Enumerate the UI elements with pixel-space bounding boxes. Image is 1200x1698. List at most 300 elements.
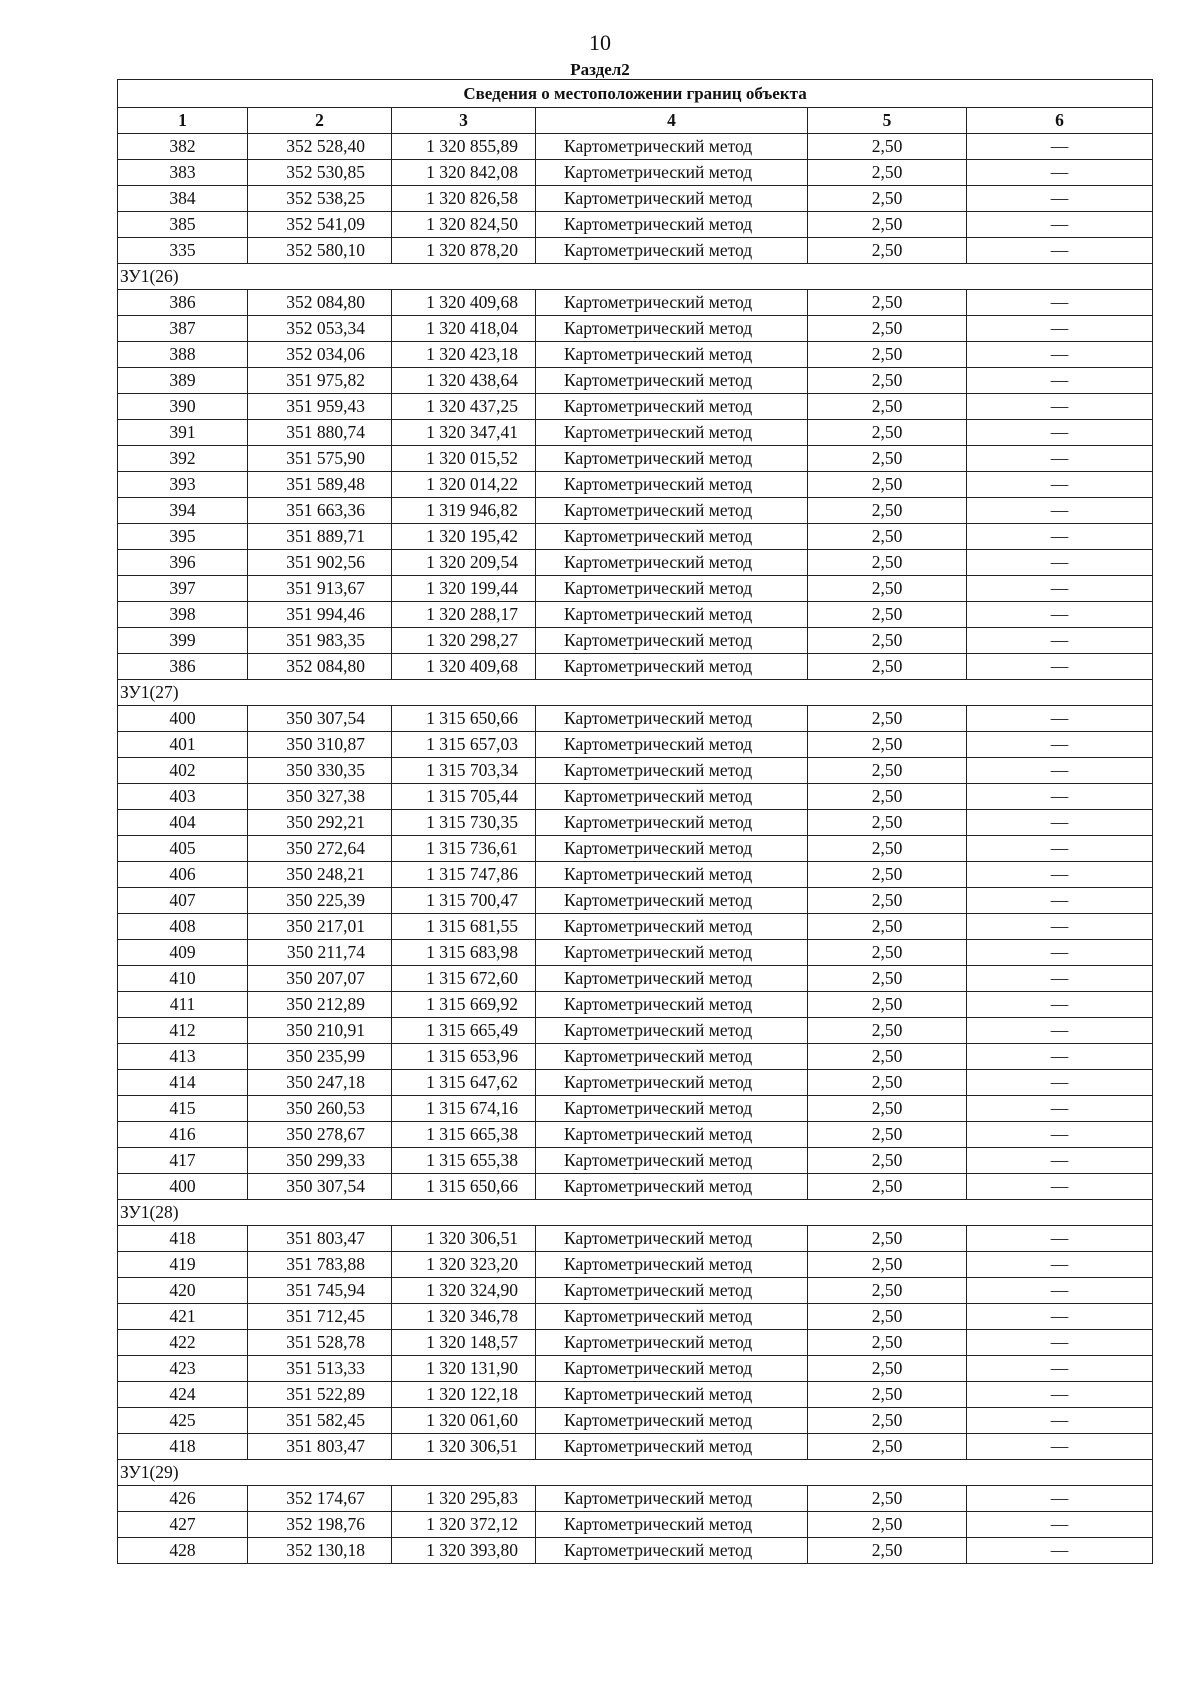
- method-cell: Картометрический метод: [536, 836, 808, 862]
- point-number-cell: 388: [118, 342, 248, 368]
- note-cell: [967, 576, 1153, 602]
- method-cell: Картометрический метод: [536, 732, 808, 758]
- y-coordinate-cell: 1 320 824,50: [392, 212, 536, 238]
- table-row: [118, 472, 1153, 498]
- column-header-row: [118, 108, 1153, 134]
- point-number-cell: 384: [118, 186, 248, 212]
- table-row: [118, 1538, 1153, 1564]
- note-cell: [967, 420, 1153, 446]
- x-coordinate-cell: 351 889,71: [248, 524, 392, 550]
- table-row: [118, 186, 1153, 212]
- dash-text: —: [1050, 890, 1069, 910]
- note-cell: [967, 446, 1153, 472]
- table-row: [118, 1408, 1153, 1434]
- dash-text: —: [1050, 968, 1069, 988]
- method-cell: Картометрический метод: [536, 550, 808, 576]
- dash-text: —: [1050, 292, 1069, 312]
- y-coordinate-cell: 1 320 195,42: [392, 524, 536, 550]
- dash-text: —: [1050, 1228, 1069, 1248]
- method-cell: Картометрический метод: [536, 342, 808, 368]
- method-cell: Картометрический метод: [536, 1408, 808, 1434]
- method-cell: Картометрический метод: [536, 1226, 808, 1252]
- dash-text: —: [1050, 422, 1069, 442]
- y-coordinate-cell: 1 320 409,68: [392, 290, 536, 316]
- y-coordinate-cell: 1 320 418,04: [392, 316, 536, 342]
- point-number-cell: 406: [118, 862, 248, 888]
- point-number-cell: 411: [118, 992, 248, 1018]
- accuracy-cell: 2,50: [808, 862, 967, 888]
- point-number-cell: 396: [118, 550, 248, 576]
- dash-text: —: [1050, 942, 1069, 962]
- accuracy-cell: 2,50: [808, 784, 967, 810]
- dash-text: —: [1050, 240, 1069, 260]
- dash-text: —: [1050, 734, 1069, 754]
- method-cell: Картометрический метод: [536, 706, 808, 732]
- dash-text: —: [1050, 1072, 1069, 1092]
- x-coordinate-cell: 352 053,34: [248, 316, 392, 342]
- method-cell: Картометрический метод: [536, 1330, 808, 1356]
- table-row: [118, 550, 1153, 576]
- y-coordinate-cell: 1 320 298,27: [392, 628, 536, 654]
- accuracy-cell: 2,50: [808, 420, 967, 446]
- point-number-cell: 389: [118, 368, 248, 394]
- note-cell: [967, 836, 1153, 862]
- table-row: [118, 1278, 1153, 1304]
- method-cell: Картометрический метод: [536, 498, 808, 524]
- accuracy-cell: 2,50: [808, 1330, 967, 1356]
- note-cell: [967, 524, 1153, 550]
- table-body: [118, 134, 1153, 1564]
- method-cell: Картометрический метод: [536, 524, 808, 550]
- dash-text: —: [1050, 552, 1069, 572]
- accuracy-cell: 2,50: [808, 1148, 967, 1174]
- y-coordinate-cell: 1 315 665,49: [392, 1018, 536, 1044]
- note-cell: [967, 1018, 1153, 1044]
- note-cell: [967, 1538, 1153, 1564]
- x-coordinate-cell: 351 880,74: [248, 420, 392, 446]
- note-cell: [967, 628, 1153, 654]
- x-coordinate-cell: 350 225,39: [248, 888, 392, 914]
- table-row: [118, 160, 1153, 186]
- point-number-cell: 410: [118, 966, 248, 992]
- y-coordinate-cell: 1 315 669,92: [392, 992, 536, 1018]
- y-coordinate-cell: 1 315 655,38: [392, 1148, 536, 1174]
- dash-text: —: [1050, 370, 1069, 390]
- table-row: [118, 446, 1153, 472]
- point-number-cell: 426: [118, 1486, 248, 1512]
- note-cell: [967, 186, 1153, 212]
- table-row: [118, 628, 1153, 654]
- dash-text: —: [1050, 994, 1069, 1014]
- table-row: [118, 316, 1153, 342]
- note-cell: [967, 1096, 1153, 1122]
- accuracy-cell: 2,50: [808, 472, 967, 498]
- point-number-cell: 402: [118, 758, 248, 784]
- x-coordinate-cell: 352 084,80: [248, 290, 392, 316]
- accuracy-cell: 2,50: [808, 1122, 967, 1148]
- accuracy-cell: 2,50: [808, 498, 967, 524]
- x-coordinate-cell: 351 975,82: [248, 368, 392, 394]
- note-cell: [967, 1304, 1153, 1330]
- y-coordinate-cell: 1 320 347,41: [392, 420, 536, 446]
- accuracy-cell: 2,50: [808, 706, 967, 732]
- dash-text: —: [1050, 1046, 1069, 1066]
- point-number-cell: 383: [118, 160, 248, 186]
- dash-text: —: [1050, 708, 1069, 728]
- note-cell: [967, 602, 1153, 628]
- column-header: 4: [536, 108, 808, 134]
- accuracy-cell: 2,50: [808, 1434, 967, 1460]
- table-row: [118, 576, 1153, 602]
- x-coordinate-cell: 350 330,35: [248, 758, 392, 784]
- y-coordinate-cell: 1 315 672,60: [392, 966, 536, 992]
- y-coordinate-cell: 1 315 683,98: [392, 940, 536, 966]
- accuracy-cell: 2,50: [808, 1382, 967, 1408]
- table-title: Сведения о местоположении границ объекта: [118, 80, 1153, 108]
- table-row: [118, 654, 1153, 680]
- table-row: [118, 1304, 1153, 1330]
- point-number-cell: 427: [118, 1512, 248, 1538]
- dash-text: —: [1050, 214, 1069, 234]
- note-cell: [967, 888, 1153, 914]
- x-coordinate-cell: 351 783,88: [248, 1252, 392, 1278]
- dash-text: —: [1050, 916, 1069, 936]
- method-cell: Картометрический метод: [536, 940, 808, 966]
- y-coordinate-cell: 1 320 372,12: [392, 1512, 536, 1538]
- accuracy-cell: 2,50: [808, 1252, 967, 1278]
- note-cell: [967, 758, 1153, 784]
- table-row: [118, 1252, 1153, 1278]
- point-number-cell: 419: [118, 1252, 248, 1278]
- x-coordinate-cell: 350 327,38: [248, 784, 392, 810]
- y-coordinate-cell: 1 320 015,52: [392, 446, 536, 472]
- table-row: [118, 1330, 1153, 1356]
- note-cell: [967, 1278, 1153, 1304]
- dash-text: —: [1050, 526, 1069, 546]
- table-row: [118, 212, 1153, 238]
- y-coordinate-cell: 1 320 288,17: [392, 602, 536, 628]
- page-number: 10: [589, 30, 611, 55]
- x-coordinate-cell: 350 211,74: [248, 940, 392, 966]
- x-coordinate-cell: 352 034,06: [248, 342, 392, 368]
- point-number-cell: 416: [118, 1122, 248, 1148]
- table-row: [118, 498, 1153, 524]
- note-cell: [967, 1486, 1153, 1512]
- table-title-row: [118, 80, 1153, 108]
- dash-text: —: [1050, 760, 1069, 780]
- dash-text: —: [1050, 1176, 1069, 1196]
- table-row: [118, 784, 1153, 810]
- accuracy-cell: 2,50: [808, 212, 967, 238]
- y-coordinate-cell: 1 315 650,66: [392, 1174, 536, 1200]
- note-cell: [967, 654, 1153, 680]
- table-row: [118, 1148, 1153, 1174]
- point-number-cell: 392: [118, 446, 248, 472]
- dash-text: —: [1050, 1098, 1069, 1118]
- point-number-cell: 386: [118, 290, 248, 316]
- y-coordinate-cell: 1 315 705,44: [392, 784, 536, 810]
- method-cell: Картометрический метод: [536, 186, 808, 212]
- note-cell: [967, 1070, 1153, 1096]
- note-cell: [967, 810, 1153, 836]
- method-cell: Картометрический метод: [536, 888, 808, 914]
- point-number-cell: 420: [118, 1278, 248, 1304]
- x-coordinate-cell: 350 235,99: [248, 1044, 392, 1070]
- method-cell: Картометрический метод: [536, 966, 808, 992]
- method-cell: Картометрический метод: [536, 134, 808, 160]
- dash-text: —: [1050, 578, 1069, 598]
- group-label: ЗУ1(28): [118, 1200, 1153, 1226]
- method-cell: Картометрический метод: [536, 602, 808, 628]
- group-label: ЗУ1(29): [118, 1460, 1153, 1486]
- method-cell: Картометрический метод: [536, 420, 808, 446]
- method-cell: Картометрический метод: [536, 784, 808, 810]
- x-coordinate-cell: 352 580,10: [248, 238, 392, 264]
- dash-text: —: [1050, 864, 1069, 884]
- accuracy-cell: 2,50: [808, 1226, 967, 1252]
- note-cell: [967, 1226, 1153, 1252]
- x-coordinate-cell: 351 582,45: [248, 1408, 392, 1434]
- dash-text: —: [1050, 1410, 1069, 1430]
- point-number-cell: 423: [118, 1356, 248, 1382]
- x-coordinate-cell: 351 994,46: [248, 602, 392, 628]
- x-coordinate-cell: 351 902,56: [248, 550, 392, 576]
- y-coordinate-cell: 1 320 306,51: [392, 1434, 536, 1460]
- note-cell: [967, 1044, 1153, 1070]
- dash-text: —: [1050, 812, 1069, 832]
- accuracy-cell: 2,50: [808, 160, 967, 186]
- x-coordinate-cell: 350 299,33: [248, 1148, 392, 1174]
- note-cell: [967, 1330, 1153, 1356]
- y-coordinate-cell: 1 320 131,90: [392, 1356, 536, 1382]
- note-cell: [967, 472, 1153, 498]
- dash-text: —: [1050, 1540, 1069, 1560]
- y-coordinate-cell: 1 315 703,34: [392, 758, 536, 784]
- point-number-cell: 418: [118, 1434, 248, 1460]
- dash-text: —: [1050, 136, 1069, 156]
- point-number-cell: 415: [118, 1096, 248, 1122]
- y-coordinate-cell: 1 315 736,61: [392, 836, 536, 862]
- table-row: [118, 940, 1153, 966]
- y-coordinate-cell: 1 320 122,18: [392, 1382, 536, 1408]
- table-row: [118, 1096, 1153, 1122]
- note-cell: [967, 1356, 1153, 1382]
- table-row: [118, 342, 1153, 368]
- note-cell: [967, 1434, 1153, 1460]
- x-coordinate-cell: 351 712,45: [248, 1304, 392, 1330]
- point-number-cell: 424: [118, 1382, 248, 1408]
- x-coordinate-cell: 350 217,01: [248, 914, 392, 940]
- accuracy-cell: 2,50: [808, 836, 967, 862]
- accuracy-cell: 2,50: [808, 576, 967, 602]
- table-row: [118, 238, 1153, 264]
- dash-text: —: [1050, 1254, 1069, 1274]
- y-coordinate-cell: 1 315 650,66: [392, 706, 536, 732]
- x-coordinate-cell: 351 528,78: [248, 1330, 392, 1356]
- note-cell: [967, 368, 1153, 394]
- table-row: [118, 1018, 1153, 1044]
- note-cell: [967, 394, 1153, 420]
- accuracy-cell: 2,50: [808, 914, 967, 940]
- method-cell: Картометрический метод: [536, 1070, 808, 1096]
- note-cell: [967, 160, 1153, 186]
- x-coordinate-cell: 351 522,89: [248, 1382, 392, 1408]
- point-number-cell: 385: [118, 212, 248, 238]
- y-coordinate-cell: 1 320 014,22: [392, 472, 536, 498]
- point-number-cell: 395: [118, 524, 248, 550]
- accuracy-cell: 2,50: [808, 1538, 967, 1564]
- method-cell: Картометрический метод: [536, 160, 808, 186]
- point-number-cell: 421: [118, 1304, 248, 1330]
- accuracy-cell: 2,50: [808, 966, 967, 992]
- y-coordinate-cell: 1 320 295,83: [392, 1486, 536, 1512]
- x-coordinate-cell: 350 247,18: [248, 1070, 392, 1096]
- point-number-cell: 398: [118, 602, 248, 628]
- note-cell: [967, 914, 1153, 940]
- table-row: [118, 914, 1153, 940]
- note-cell: [967, 992, 1153, 1018]
- method-cell: Картометрический метод: [536, 1382, 808, 1408]
- point-number-cell: 408: [118, 914, 248, 940]
- method-cell: Картометрический метод: [536, 1044, 808, 1070]
- dash-text: —: [1050, 1306, 1069, 1326]
- dash-text: —: [1050, 1488, 1069, 1508]
- x-coordinate-cell: 352 084,80: [248, 654, 392, 680]
- dash-text: —: [1050, 630, 1069, 650]
- dash-text: —: [1050, 1384, 1069, 1404]
- method-cell: Картометрический метод: [536, 316, 808, 342]
- x-coordinate-cell: 351 589,48: [248, 472, 392, 498]
- note-cell: [967, 1122, 1153, 1148]
- column-header: 3: [392, 108, 536, 134]
- table-row: [118, 992, 1153, 1018]
- dash-text: —: [1050, 448, 1069, 468]
- table-row: [118, 290, 1153, 316]
- section-title: Раздел2: [570, 60, 630, 79]
- accuracy-cell: 2,50: [808, 446, 967, 472]
- method-cell: Картометрический метод: [536, 862, 808, 888]
- point-number-cell: 400: [118, 706, 248, 732]
- dash-text: —: [1050, 162, 1069, 182]
- y-coordinate-cell: 1 320 855,89: [392, 134, 536, 160]
- y-coordinate-cell: 1 315 647,62: [392, 1070, 536, 1096]
- dash-text: —: [1050, 1358, 1069, 1378]
- x-coordinate-cell: 352 174,67: [248, 1486, 392, 1512]
- point-number-cell: 387: [118, 316, 248, 342]
- accuracy-cell: 2,50: [808, 628, 967, 654]
- y-coordinate-cell: 1 315 665,38: [392, 1122, 536, 1148]
- x-coordinate-cell: 350 210,91: [248, 1018, 392, 1044]
- dash-text: —: [1050, 786, 1069, 806]
- y-coordinate-cell: 1 315 700,47: [392, 888, 536, 914]
- point-number-cell: 425: [118, 1408, 248, 1434]
- accuracy-cell: 2,50: [808, 732, 967, 758]
- table-row: [118, 888, 1153, 914]
- table-row: [118, 1512, 1153, 1538]
- table-row: [118, 732, 1153, 758]
- accuracy-cell: 2,50: [808, 654, 967, 680]
- dash-text: —: [1050, 1124, 1069, 1144]
- y-coordinate-cell: 1 320 346,78: [392, 1304, 536, 1330]
- method-cell: Картометрический метод: [536, 1252, 808, 1278]
- accuracy-cell: 2,50: [808, 186, 967, 212]
- table-row: [118, 602, 1153, 628]
- x-coordinate-cell: 350 260,53: [248, 1096, 392, 1122]
- y-coordinate-cell: 1 320 393,80: [392, 1538, 536, 1564]
- method-cell: Картометрический метод: [536, 238, 808, 264]
- group-row: [118, 680, 1153, 706]
- table-row: [118, 706, 1153, 732]
- table-row: [118, 368, 1153, 394]
- point-number-cell: 409: [118, 940, 248, 966]
- method-cell: Картометрический метод: [536, 1278, 808, 1304]
- x-coordinate-cell: 352 198,76: [248, 1512, 392, 1538]
- note-cell: [967, 1148, 1153, 1174]
- method-cell: Картометрический метод: [536, 1096, 808, 1122]
- x-coordinate-cell: 351 959,43: [248, 394, 392, 420]
- accuracy-cell: 2,50: [808, 1356, 967, 1382]
- note-cell: [967, 498, 1153, 524]
- group-row: [118, 264, 1153, 290]
- x-coordinate-cell: 352 530,85: [248, 160, 392, 186]
- method-cell: Картометрический метод: [536, 1122, 808, 1148]
- point-number-cell: 400: [118, 1174, 248, 1200]
- accuracy-cell: 2,50: [808, 602, 967, 628]
- group-row: [118, 1460, 1153, 1486]
- table-row: [118, 1226, 1153, 1252]
- dash-text: —: [1050, 838, 1069, 858]
- point-number-cell: 393: [118, 472, 248, 498]
- column-header: 1: [118, 108, 248, 134]
- accuracy-cell: 2,50: [808, 1486, 967, 1512]
- group-row: [118, 1200, 1153, 1226]
- accuracy-cell: 2,50: [808, 1278, 967, 1304]
- method-cell: Картометрический метод: [536, 654, 808, 680]
- method-cell: Картометрический метод: [536, 394, 808, 420]
- table-row: [118, 1070, 1153, 1096]
- dash-text: —: [1050, 1150, 1069, 1170]
- point-number-cell: 403: [118, 784, 248, 810]
- note-cell: [967, 1252, 1153, 1278]
- point-number-cell: 407: [118, 888, 248, 914]
- dash-text: —: [1050, 396, 1069, 416]
- accuracy-cell: 2,50: [808, 1304, 967, 1330]
- table-row: [118, 1122, 1153, 1148]
- method-cell: Картометрический метод: [536, 1148, 808, 1174]
- point-number-cell: 401: [118, 732, 248, 758]
- y-coordinate-cell: 1 320 209,54: [392, 550, 536, 576]
- y-coordinate-cell: 1 320 148,57: [392, 1330, 536, 1356]
- method-cell: Картометрический метод: [536, 576, 808, 602]
- point-number-cell: 414: [118, 1070, 248, 1096]
- point-number-cell: 335: [118, 238, 248, 264]
- note-cell: [967, 342, 1153, 368]
- x-coordinate-cell: 351 745,94: [248, 1278, 392, 1304]
- y-coordinate-cell: 1 320 437,25: [392, 394, 536, 420]
- y-coordinate-cell: 1 315 747,86: [392, 862, 536, 888]
- point-number-cell: 413: [118, 1044, 248, 1070]
- x-coordinate-cell: 351 803,47: [248, 1434, 392, 1460]
- dash-text: —: [1050, 1514, 1069, 1534]
- method-cell: Картометрический метод: [536, 446, 808, 472]
- method-cell: Картометрический метод: [536, 212, 808, 238]
- table-row: [118, 966, 1153, 992]
- accuracy-cell: 2,50: [808, 1018, 967, 1044]
- x-coordinate-cell: 350 310,87: [248, 732, 392, 758]
- accuracy-cell: 2,50: [808, 524, 967, 550]
- table-row: [118, 394, 1153, 420]
- accuracy-cell: 2,50: [808, 1174, 967, 1200]
